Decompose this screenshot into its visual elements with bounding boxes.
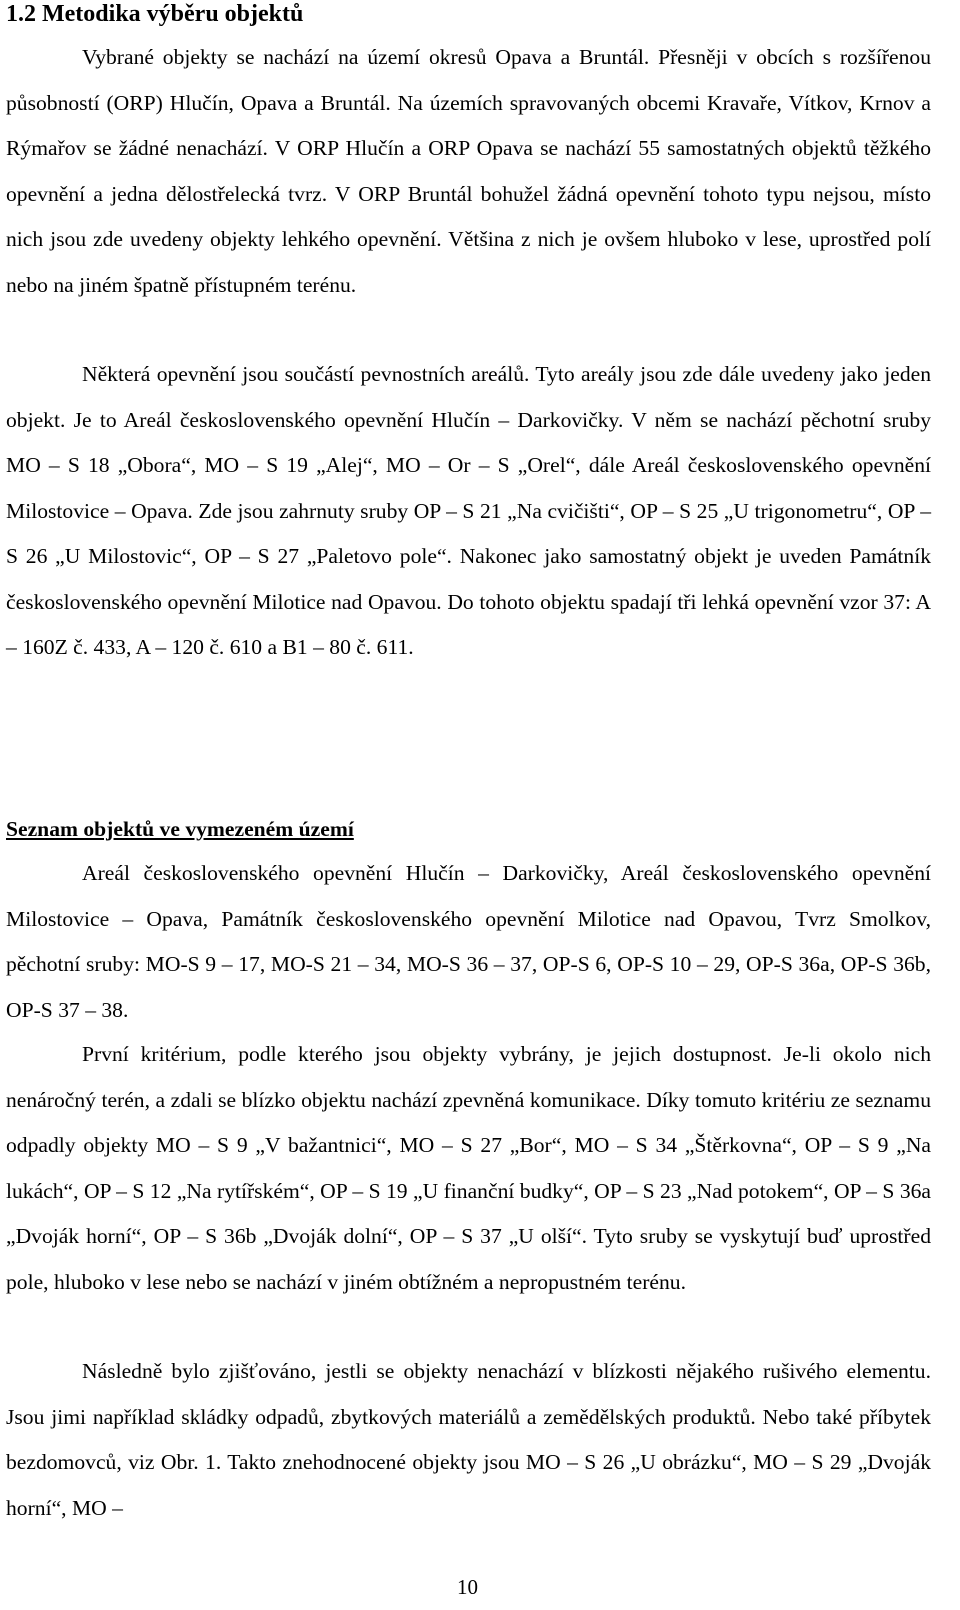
paragraph-intro: Vybrané objekty se nachází na území okresů Opava a Bruntál. Přesněji v obcích s rozšířenou působností (ORP) Hlučín, Opava a Bruntál. Na územích spravovaných obcemi Kravaře, Vítkov, Krnov a Rýmařov se žádné nenachází. V ORP Hlučín a ORP Opava se nachází 55 samostatných objektů těžkého opevnění a jedna dělostřelecká tvrz. V ORP Bruntál bohužel žádná opevnění tohoto typu nejsou, místo nich jsou zde uvedeny objekty lehkého opevnění. Většina z nich je ovšem hluboko v lese, uprostřed polí nebo na jiném špatně přístupném terénu. xyxy=(6,45,931,297)
paragraph-first-criterion: První kritérium, podle kterého jsou objekty vybrány, je jejich dostupnost. Je-li okolo nich nenáročný terén, a zdali se blízko objektu nachází zpevněná komunikace. Díky tomuto kritériu ze seznamu odpadly objekty MO – S 9 „V bažantnici“, MO – S 27 „Bor“, MO – S 34 „Štěrkovna“, OP – S 9 „Na lukách“, OP – S 12 „Na rytířském“, OP – S 19 „U finanční budky“, OP – S 23 „Nad potokem“, OP – S 36a „Dvoják horní“, OP – S 36b „Dvoják dolní“, OP – S 37 „U olší“. Tyto sruby se vyskytují buď uprostřed pole, hluboko v lese nebo se nachází v jiném obtížném a nepropustném terénu. xyxy=(6,1042,931,1294)
paragraph-areas: Některá opevnění jsou součástí pevnostních areálů. Tyto areály jsou zde dále uvedeny jako jeden objekt. Je to Areál československého opevnění Hlučín – Darkovičky. V něm se nachází pěchotní sruby MO – S 18 „Obora“, MO – S 19 „Alej“, MO – Or – S „Orel“, dále Areál československého opevnění Milostovice – Opava. Zde jsou zahrnuty sruby OP – S 21 „Na cvičišti“, OP – S 25 „U trigonometru“, OP – S 26 „U Milostovic“, OP – S 27 „Paletovo pole“. Nakonec jako samostatný objekt je uveden Památník československého opevnění Milotice nad Opavou. Do tohoto objektu spadají tři lehká opevnění vzor 37: A – 160Z č. 433, A – 120 č. 610 a B1 – 80 č. 611. xyxy=(6,362,931,659)
page-number: 10 xyxy=(457,1575,478,1599)
paragraph-second-criterion: Následně bylo zjišťováno, jestli se objekty nenachází v blízkosti nějakého rušivého elementu. Jsou jimi například skládky odpadů, zbytkových materiálů a zemědělských produktů. Nebo také příbytek bezdomovců, viz Obr. 1. Takto znehodnocené objekty jsou MO – S 26 „U obrázku“, MO – S 29 „Dvoják horní“, MO – xyxy=(6,1359,931,1520)
section-heading: 1.2 Metodika výběru objektů xyxy=(6,1,304,27)
paragraph-object-list: Areál československého opevnění Hlučín – Darkovičky, Areál československého opevnění Milostovice – Opava, Památník československého opevnění Milotice nad Opavou, Tvrz Smolkov, pěchotní sruby: MO-S 9 – 17, MO-S 21 – 34, MO-S 36 – 37, OP-S 6, OP-S 10 – 29, OP-S 36a, OP-S 36b, OP-S 37 – 38. xyxy=(6,861,931,1022)
subheading-object-list: Seznam objektů ve vymezeném území xyxy=(6,817,354,841)
